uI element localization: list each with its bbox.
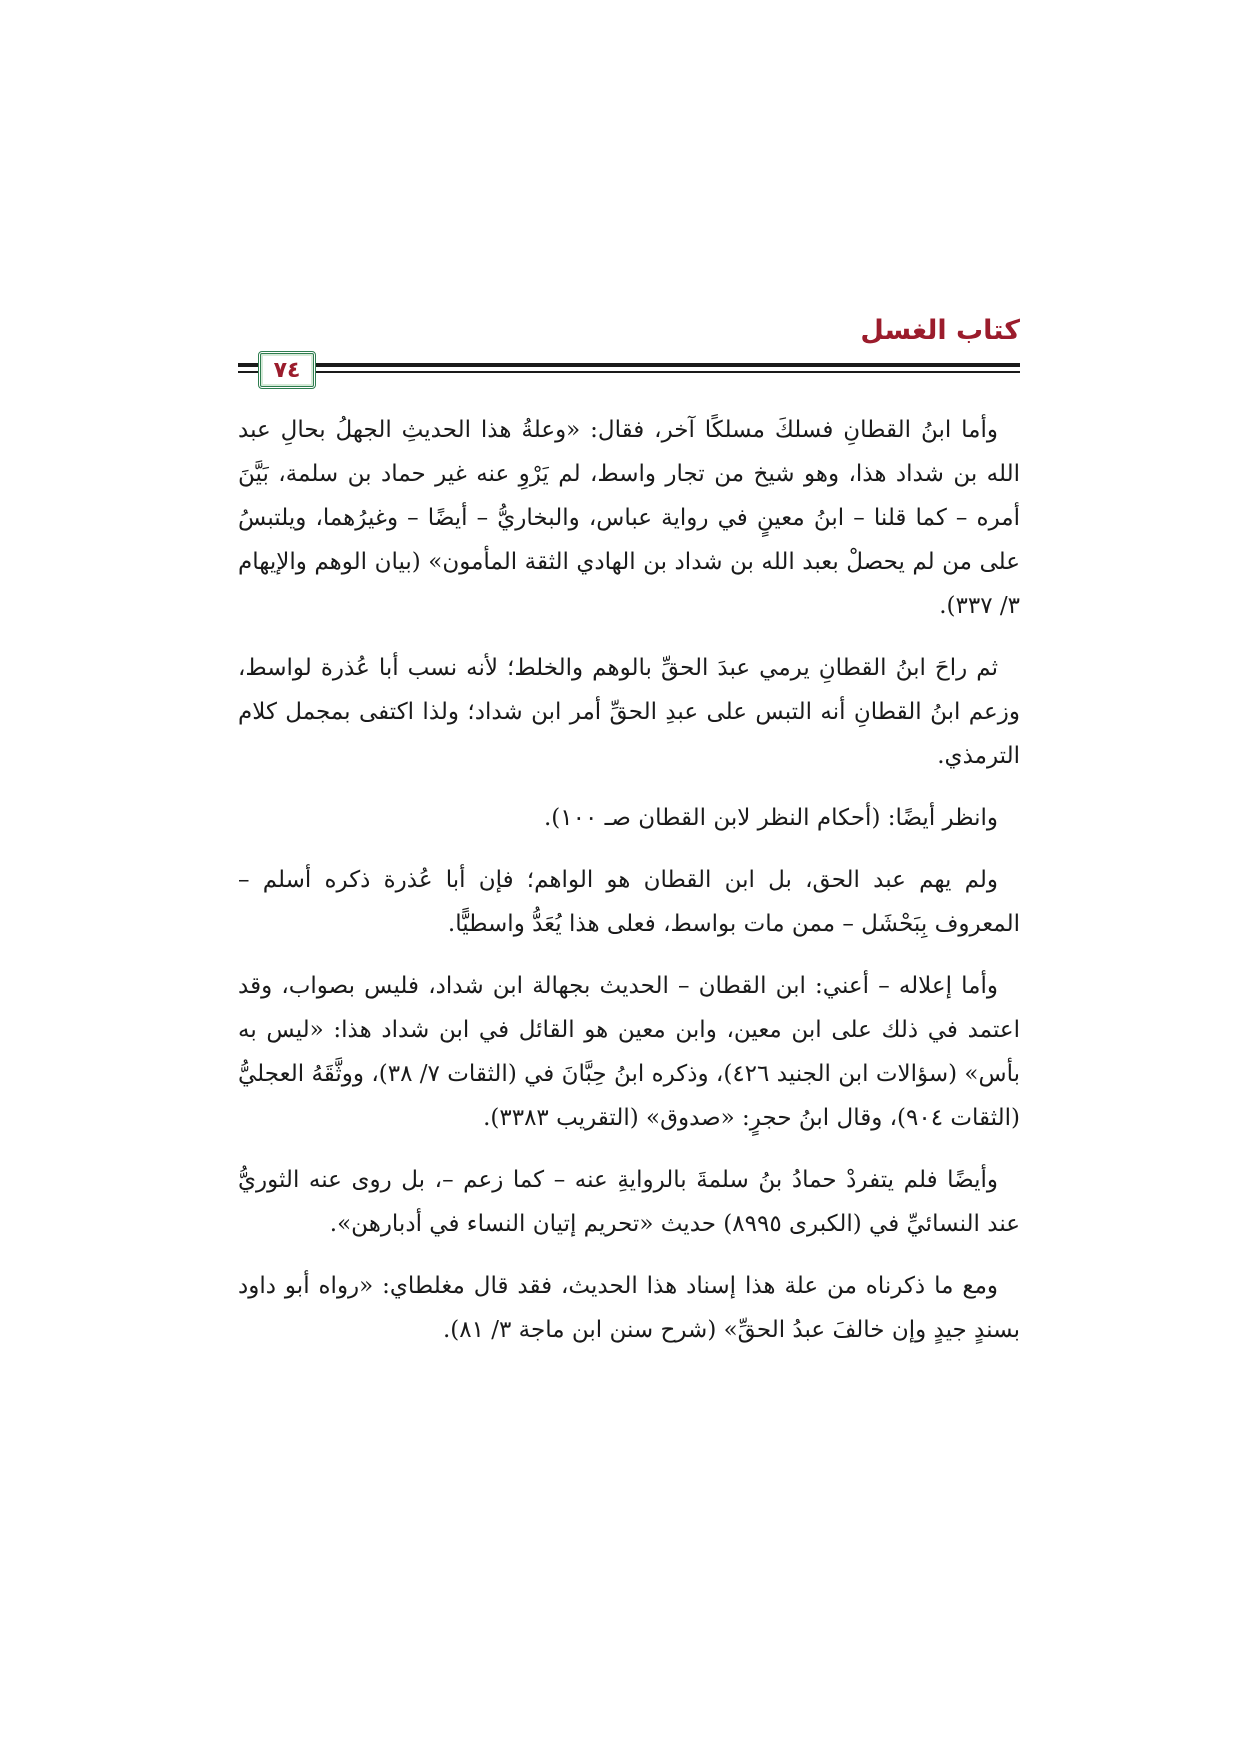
header-rule-thick <box>238 363 1020 367</box>
paragraph: وأما إعلاله – أعني: ابن القطان – الحديث بجهالة ابن شداد، فليس بصواب، وقد اعتمد في ذلك على ابن معين، وابن معين هو القائل في ابن شداد هذا: «ليس به بأس» (سؤالات ابن الجنيد ٤٢٦)، وذكره ابنُ حِبَّانَ في (الثقات ٧/ ٣٨)، ووثَّقَهُ العجليُّ (الثقات ٩٠٤)، وقال ابنُ حجرٍ: «صدوق» (التقريب ٣٣٨٣). <box>238 973 1020 1131</box>
paragraph: ومع ما ذكرناه من علة هذا إسناد هذا الحديث، فقد قال مغلطاي: «رواه أبو داود بسندٍ جيدٍ وإن خالفَ عبدُ الحقِّ» (شرح سنن ابن ماجة ٣/ ٨١). <box>238 1273 1020 1343</box>
book-title: كتاب الغسل <box>860 315 1020 346</box>
main-text <box>238 408 1020 1370</box>
paragraph: وأما ابنُ القطانِ فسلكَ مسلكًا آخر، فقال: «وعلةُ هذا الحديثِ الجهلُ بحالِ عبد الله بن شداد هذا، وهو شيخ من تجار واسط، لم يَرْوِ عنه غير حماد بن سلمة، بَيَّنَ أمره – كما قلنا – ابنُ معينٍ في رواية عباس، والبخاريُّ – أيضًا – وغيرُهما، ويلتبسُ على من لم يحصلْ بعبد الله بن شداد بن الهادي الثقة المأمون» (بيان الوهم والإيهام ٣/ ٣٣٧). <box>238 417 1020 619</box>
paragraph: ولم يهم عبد الحق، بل ابن القطان هو الواهم؛ فإن أبا عُذرة ذكره أسلم – المعروف بِبَحْشَل – ممن مات بواسط، فعلى هذا يُعَدُّ واسطيًّا. <box>238 867 1020 937</box>
paragraph: وانظر أيضًا: (أحكام النظر لابن القطان صـ ١٠٠). <box>543 805 998 831</box>
page-number: ٧٤ <box>258 351 316 389</box>
page-header <box>238 315 1020 385</box>
paragraph: وأيضًا فلم يتفردْ حمادُ بنُ سلمةَ بالروايةِ عنه – كما زعم –، بل روى عنه الثوريُّ عند النسائيِّ في (الكبرى ٨٩٩٥) حديث «تحريم إتيان النساء في أدبارهن». <box>238 1167 1020 1237</box>
header-rule-thin <box>238 371 1020 373</box>
paragraph: ثم راحَ ابنُ القطانِ يرمي عبدَ الحقِّ بالوهم والخلط؛ لأنه نسب أبا عُذرة لواسط، وزعم ابنُ القطانِ أنه التبس على عبدِ الحقِّ أمر ابن شداد؛ ولذا اكتفى بمجمل كلام الترمذي. <box>238 655 1020 769</box>
